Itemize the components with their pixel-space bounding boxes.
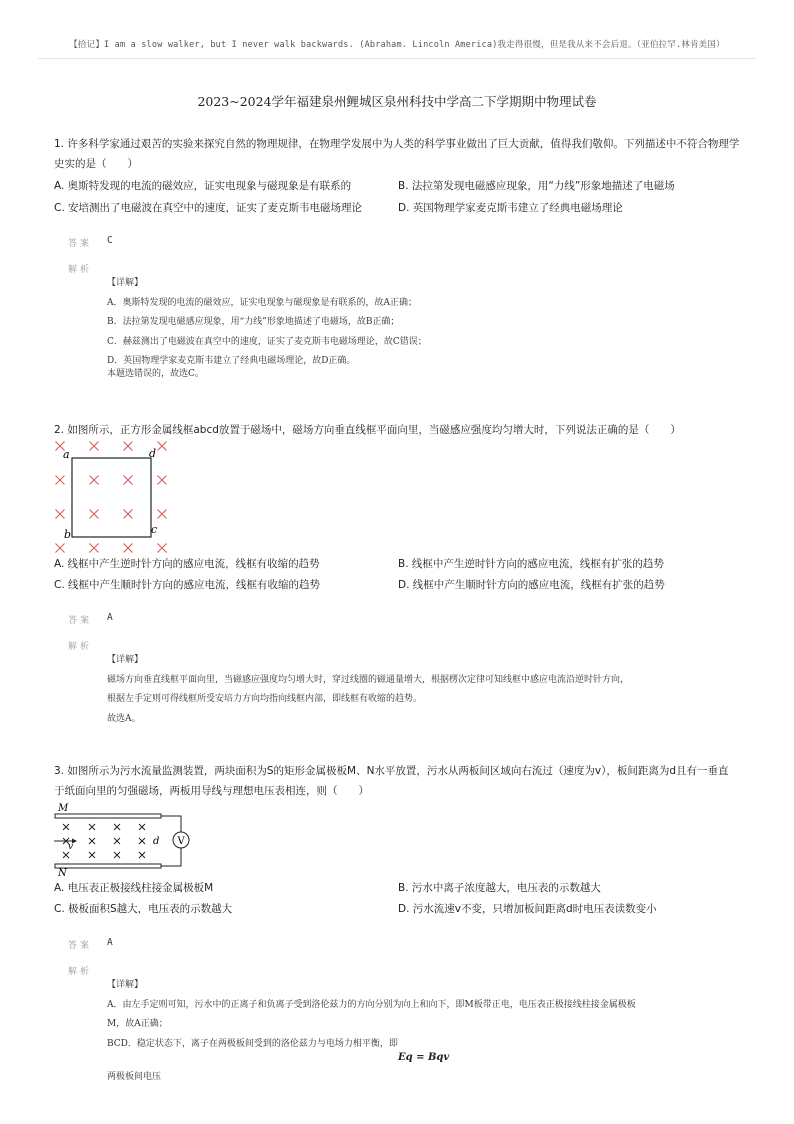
detail-line: M，故A正确； [107,1019,168,1029]
field-cross-mark [139,838,145,844]
option-d: D. 英国物理学家麦克斯韦建立了经典电磁场理论 [398,202,623,214]
plate-m [55,814,161,818]
stem-line: 于纸面向里的匀强磁场，两板用导线与理想电压表相连，则（ ） [54,785,369,797]
option-b: B. 污水中离子浓度越大，电压表的示数越大 [398,882,601,894]
field-cross-mark [124,476,133,485]
stem-line: 1. 许多科学家通过艰苦的实验来探究自然的物理规律，在物理学发展中为人类的科学事业做出了巨大贡献，值得我们敬仰。下列描述中不符合物理学 [54,138,740,150]
field-cross-mark [158,544,167,553]
detail-line: BCD．稳定状态下，离子在两极板间受到的洛伦兹力与电场力相平衡，即 [107,1038,398,1049]
detail-heading: 【详解】 [107,278,144,288]
answer-label: 答案 [68,616,93,626]
detail-line: 两极板间电压 [107,1072,162,1082]
detail-heading: 【详解】 [107,655,144,665]
plate-label-n: N [58,868,67,878]
field-cross-mark [56,510,65,519]
detail-line: 磁场方向垂直线框平面向里，当磁感应强度均匀增大时，穿过线圈的磁通量增大，根据楞次定律可知线框中感应电流沿逆时针方向， [107,674,630,685]
detail-block [107,651,629,729]
page-title: 2023~2024学年福建泉州鲤城区泉州科技中学高二下学期期中物理试卷 [197,94,597,109]
corner-label-a: a [63,448,70,461]
option-c: C. 线框中产生顺时针方向的感应电流，线框有收缩的趋势 [54,579,321,591]
detail-block [107,274,427,372]
option-c: C. 极板面积S越大，电压表的示数越大 [54,903,233,915]
answer-value: A [107,612,113,623]
field-cross-mark [56,544,65,553]
flow-meter-figure [50,800,200,878]
field-cross-mark [63,852,69,858]
answer-label: 答案 [68,239,93,249]
answer-label: 答案 [68,941,93,951]
answer-value: A [107,937,113,948]
field-cross-mark [124,544,133,553]
wire-bottom [161,848,181,866]
formula-lorentz-balance: Eq = Bqv [398,1052,450,1063]
option-b: B. 法拉第发现电磁感应现象，用“力线”形象地描述了电磁场 [398,180,675,192]
corner-label-d: d [149,447,157,460]
option-c: C. 安培测出了电磁波在真空中的速度，证实了麦克斯韦电磁场理论 [54,202,363,214]
option-a: A. 电压表正极接线柱接金属极板M [54,882,214,894]
answer-value: C [107,235,113,246]
field-cross-mark [90,476,99,485]
analysis-label: 解析 [68,265,93,275]
stem-line: 3. 如图所示为污水流量监测装置，两块面积为S的矩形金属极板M、N水平放置，污水从两板间区域向右流过（速度为v），板间距离为d且有一垂直 [54,765,729,777]
field-cross-mark [114,838,120,844]
plate-n [55,864,161,868]
field-cross-mark [56,476,65,485]
analysis-label: 解析 [68,642,93,652]
wire-top [161,816,181,832]
option-a: A. 线框中产生逆时针方向的感应电流，线框有收缩的趋势 [54,558,320,570]
field-cross-mark [90,510,99,519]
field-cross-mark [89,824,95,830]
stem-line: 2. 如图所示，正方形金属线框abcd放置于磁场中，磁场方向垂直线框平面向里，当磁感应强度均匀增大时，下列说法正确的是（ ） [54,424,681,436]
header-quote: 【拾记】I am a slow walker, but I never walk backwards. (Abraham. Lincoln America)我走得很慢，但是我从来不会后退。（亚伯拉罕.林肯美国） [69,40,725,50]
detail-heading: 【详解】 [107,980,144,990]
field-cross-mark [90,544,99,553]
option-d: D. 线框中产生顺时针方向的感应电流，线框有扩张的趋势 [398,579,665,591]
voltmeter-label: V [177,836,185,847]
analysis-label: 解析 [68,967,93,977]
field-cross-mark [63,824,69,830]
field-cross-mark [139,852,145,858]
square-wire-frame [72,458,151,537]
field-cross-mark [124,442,133,451]
option-d: D. 污水流速v不变，只增加板间距离d时电压表读数变小 [398,903,657,915]
detail-line: 根据左手定则可得线框所受安培力方向均指向线框内部，即线框有收缩的趋势。 [107,694,423,704]
question-stem [54,761,744,801]
field-cross-mark [90,442,99,451]
detail-line: A．奥斯特发现的电流的磁效应，证实电现象与磁现象是有联系的，故A正确； [107,297,418,308]
corner-label-c: c [151,523,158,536]
field-cross-mark [89,838,95,844]
field-cross-mark [158,442,167,451]
field-cross-mark [158,476,167,485]
velocity-label: v [68,842,74,852]
question-stem [54,134,744,174]
field-cross-mark [114,824,120,830]
plate-label-m: M [58,803,69,814]
distance-label: d [153,836,160,847]
field-cross-mark [89,852,95,858]
detail-block [107,976,636,1054]
field-cross-mark [158,510,167,519]
field-cross-mark [124,510,133,519]
header-divider [38,58,756,59]
detail-line: B．法拉第发现电磁感应现象，用“力线”形象地描述了电磁场，故B正确； [107,317,400,327]
option-a: A. 奥斯特发现的电流的磁效应，证实电现象与磁现象是有联系的 [54,180,352,192]
detail-line: D．英国物理学家麦克斯韦建立了经典电磁场理论，故D正确。 [107,356,356,366]
corner-label-b: b [64,528,72,541]
detail-line: C．赫兹测出了电磁波在真空中的速度，证实了麦克斯韦电磁场理论，故C错误； [107,336,427,347]
stem-line: 史实的是（ ） [54,158,138,170]
magnetic-field-frame-figure [50,436,180,554]
detail-line: 故选A。 [107,713,141,724]
field-cross-mark [139,824,145,830]
detail-line: A．由左手定则可知，污水中的正离子和负离子受到洛伦兹力的方向分别为向上和向下，即M板带正电，电压表正极接线柱接金属极板 [107,999,636,1010]
field-cross-mark [114,852,120,858]
detail-conclusion: 本题选错误的，故选C。 [107,369,204,379]
option-b: B. 线框中产生逆时针方向的感应电流，线框有扩张的趋势 [398,558,664,570]
